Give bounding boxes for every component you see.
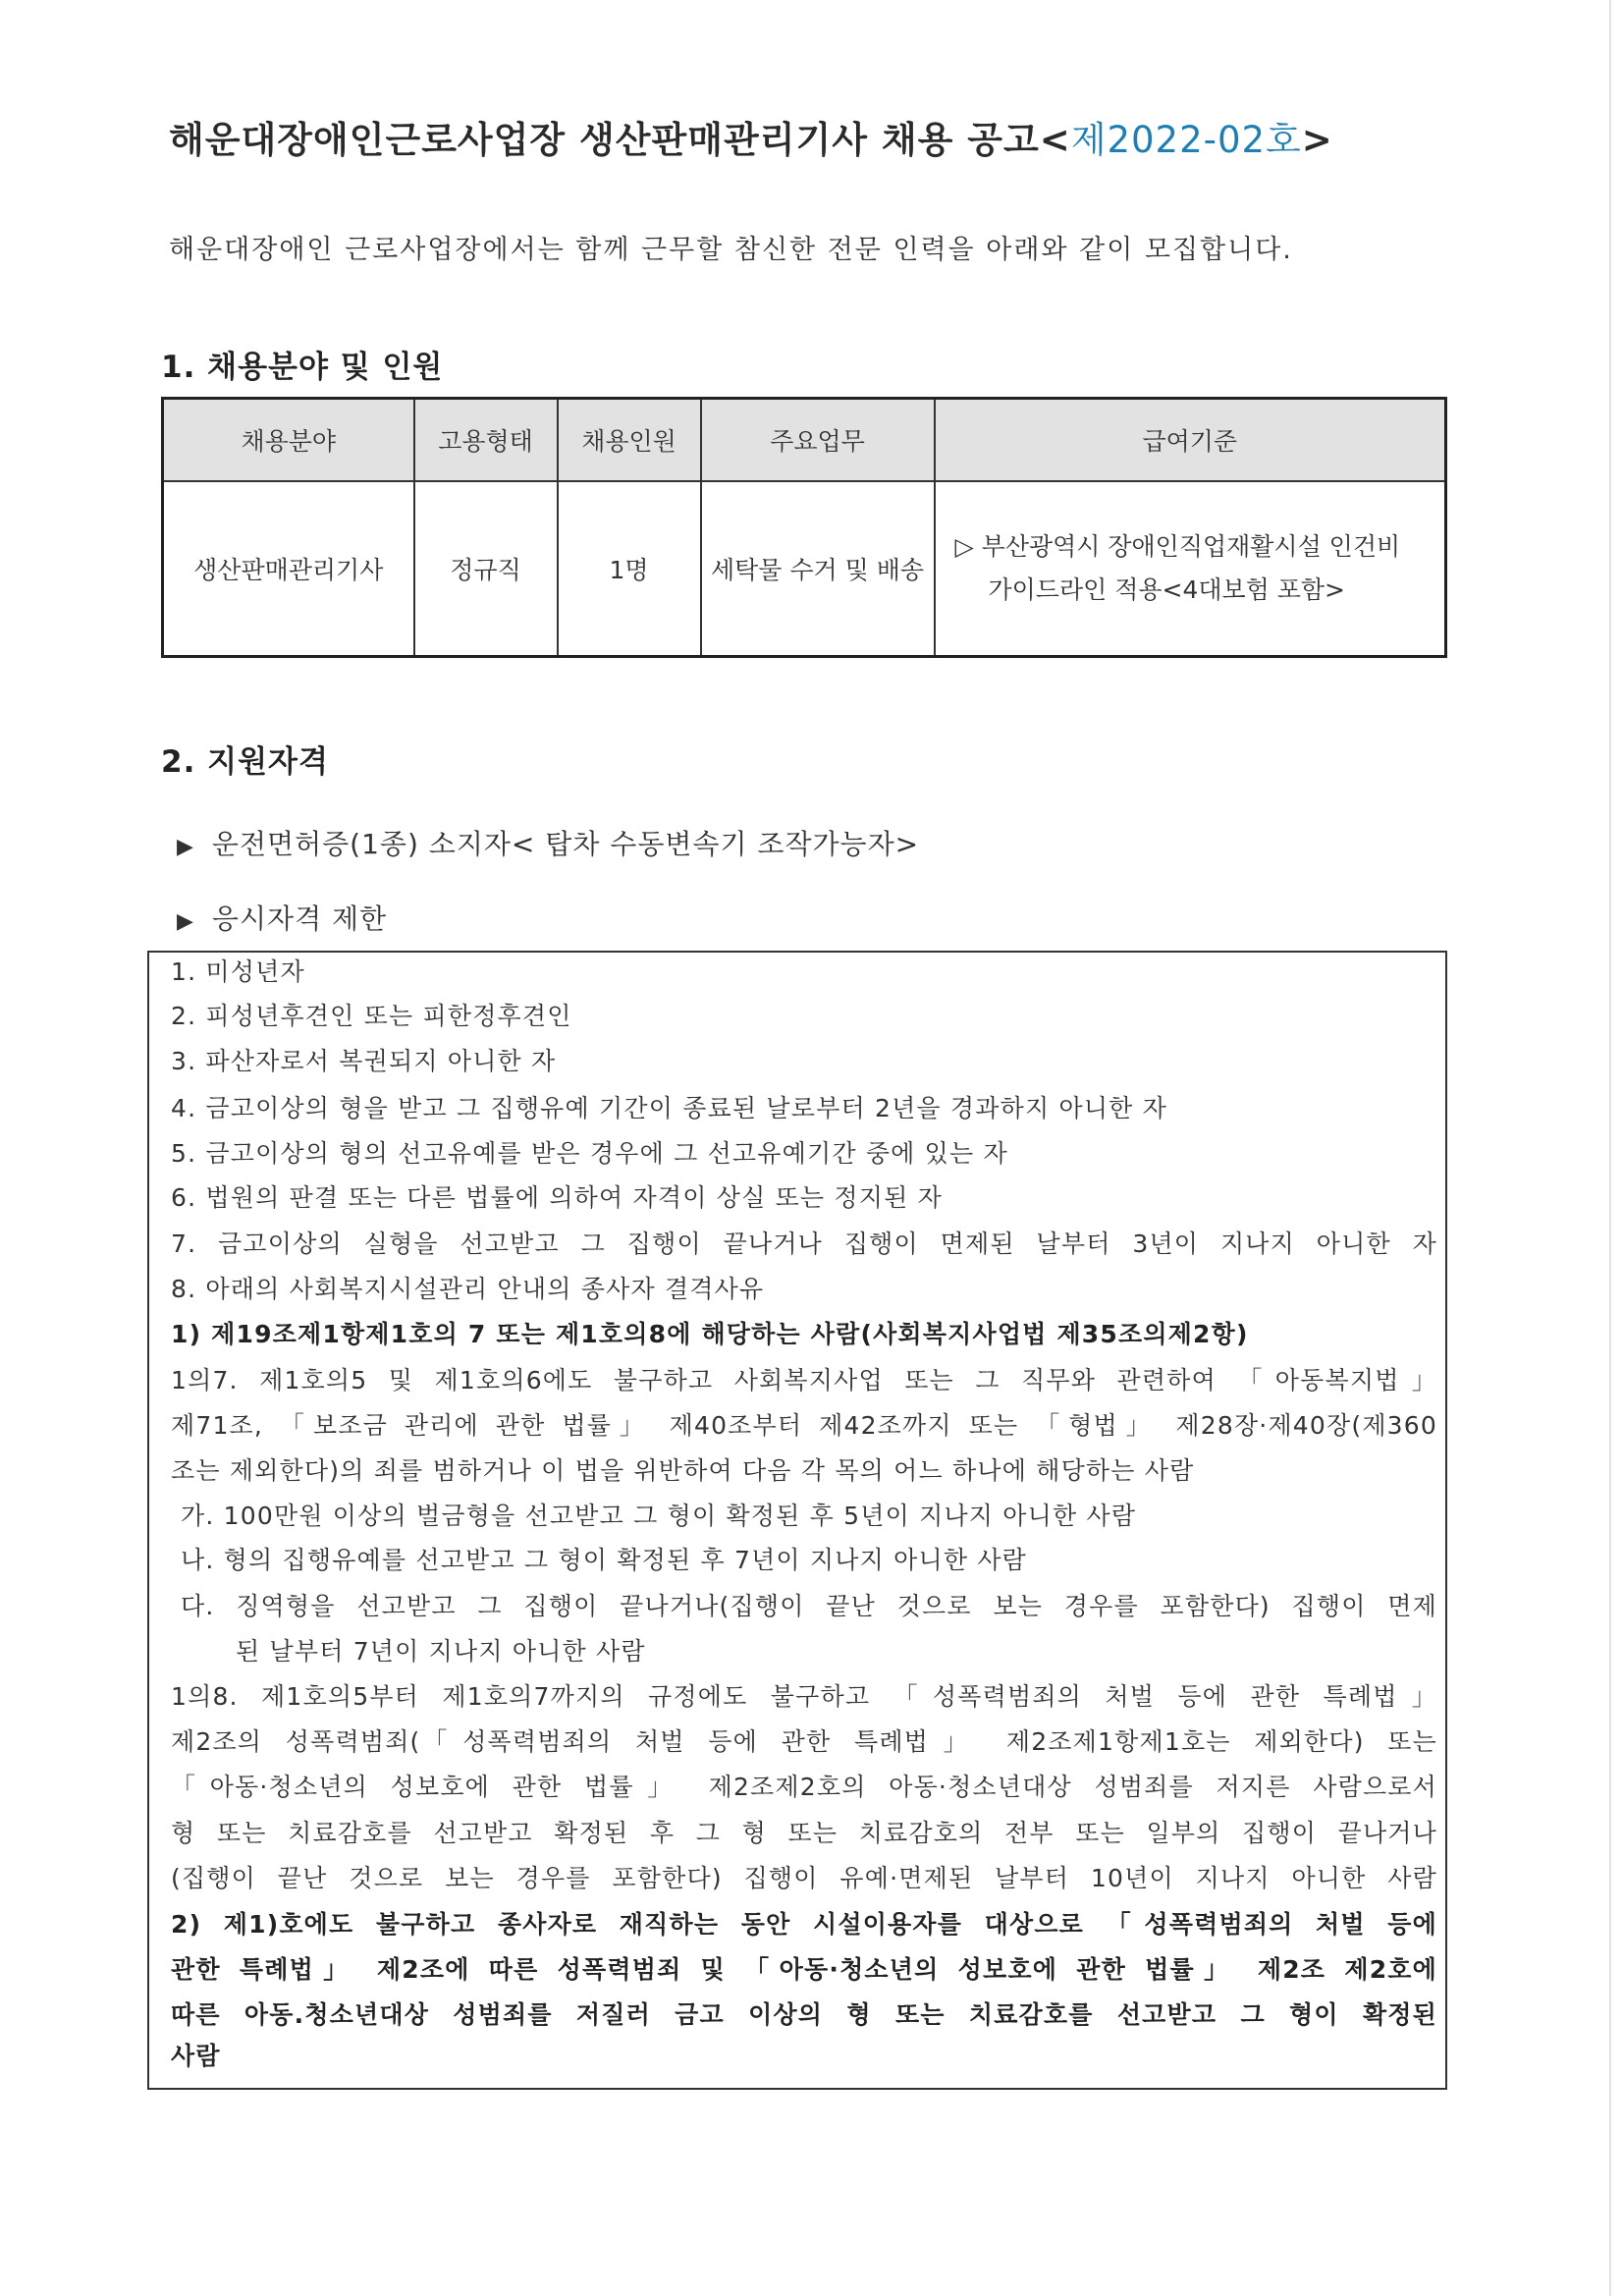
restriction-line: 7. 금고이상의 실형을 선고받고 그 집행이 끝나거나 집행이 면제된 날부터 3년이 지나지 아니한 자: [171, 1230, 1437, 1258]
restriction-line: 제71조, 「보조금 관리에 관한 법률」 제40조부터 제42조까지 또는 「형법」 제28장·제40장(제360: [171, 1411, 1437, 1440]
bullet-license: [177, 823, 919, 862]
cell-field: 생산판매관리기사: [163, 481, 414, 657]
restriction-line: 2. 피성년후견인 또는 피한정후견인: [171, 1002, 572, 1030]
bullet-restriction-text: 응시자격 제한: [211, 902, 388, 935]
restriction-line: 조는 제외한다)의 죄를 범하거나 이 법을 위반하여 다음 각 목의 어느 하나에 해당하는 사람: [171, 1456, 1195, 1485]
header-pay: 급여기준: [935, 399, 1446, 482]
header-duty: 주요업무: [701, 399, 935, 482]
bullet-restriction: [177, 898, 387, 937]
title-close: >: [1301, 119, 1333, 161]
cell-type: 정규직: [414, 481, 558, 657]
restriction-line: 「아동·청소년의 성보호에 관한 법률」 제2조제2호의 아동·청소년대상 성범죄를 저지른 사람으로서: [171, 1773, 1437, 1801]
restriction-line: 다. 징역형을 선고받고 그 집행이 끝나거나(집행이 끝난 것으로 보는 경우를 포함한다) 집행이 면제: [181, 1592, 1437, 1620]
page-title: [169, 110, 1485, 163]
cell-count: 1명: [558, 481, 701, 657]
cell-duty: 세탁물 수거 및 배송: [701, 481, 935, 657]
restriction-line: 제2조의 성폭력범죄(「성폭력범죄의 처벌 등에 관한 특례법」 제2조제1항제1호는 제외한다) 또는: [171, 1727, 1437, 1756]
restriction-line-bold: 따른 아동.청소년대상 성범죄를 저질러 금고 이상의 형 또는 치료감호를 선고받고 그 형이 확정된: [171, 2000, 1437, 2029]
section1-heading: 1. 채용분야 및 인원: [161, 350, 444, 385]
restriction-line-bold: 관한 특례법」 제2조에 따른 성폭력범죄 및 「아동·청소년의 성보호에 관한 법률」 제2조 제2호에: [171, 1955, 1437, 1984]
restriction-line: 형 또는 치료감호를 선고받고 확정된 후 그 형 또는 치료감호의 전부 또는 일부의 집행이 끝나거나: [171, 1819, 1437, 1847]
table-row: [163, 481, 1446, 657]
restriction-line: 된 날부터 7년이 지나지 아니한 사람: [236, 1637, 646, 1666]
section2-heading: 2. 지원자격: [161, 744, 329, 780]
restriction-line: 1의7. 제1호의5 및 제1호의6에도 불구하고 사회복지사업 또는 그 직무와 관련하여 「아동복지법」: [171, 1366, 1437, 1394]
header-type: 고용형태: [414, 399, 558, 482]
table-header-row: [163, 399, 1446, 482]
restriction-line-bold: 사람: [171, 2042, 221, 2070]
title-number: 제2022-02호: [1070, 119, 1302, 161]
bullet-triangle-icon: ▶: [177, 835, 194, 859]
bullet-triangle-icon: ▶: [177, 909, 194, 934]
restriction-line: 5. 금고이상의 형의 선고유예를 받은 경우에 그 선고유예기간 중에 있는 자: [171, 1139, 1008, 1168]
intro-text: 해운대장애인 근로사업장에서는 함께 근무할 참신한 전문 인력을 아래와 같이 모집합니다.: [169, 235, 1293, 265]
pay-line2: 가이드라인 적용<4대보험 포함>: [988, 575, 1345, 604]
restriction-line-bold: 1) 제19조제1항제1호의 7 또는 제1호의8에 해당하는 사람(사회복지사업법 제35조의제2항): [171, 1320, 1249, 1348]
recruit-table: [161, 397, 1447, 658]
restriction-line: 6. 법원의 판결 또는 다른 법률에 의하여 자격이 상실 또는 정지된 자: [171, 1183, 943, 1212]
restriction-line: 나. 형의 집행유예를 선고받고 그 형이 확정된 후 7년이 지나지 아니한 사람: [181, 1546, 1028, 1574]
page-edge: [1609, 0, 1611, 2296]
restriction-line: 1. 미성년자: [171, 957, 305, 986]
restriction-line: 4. 금고이상의 형을 받고 그 집행유예 기간이 종료된 날로부터 2년을 경과하지 아니한 자: [171, 1094, 1168, 1122]
restriction-line: 3. 파산자로서 복권되지 아니한 자: [171, 1047, 557, 1075]
header-count: 채용인원: [558, 399, 701, 482]
restriction-line: 8. 아래의 사회복지시설관리 안내의 종사자 결격사유: [171, 1275, 765, 1303]
cell-pay: [935, 481, 1446, 657]
header-field: 채용분야: [163, 399, 414, 482]
bullet-license-text: 운전면허증(1종) 소지자< 탑차 수동변속기 조작가능자>: [211, 828, 920, 860]
restriction-line: 1의8. 제1호의5부터 제1호의7까지의 규정에도 불구하고 「성폭력범죄의 처벌 등에 관한 특례법」: [171, 1682, 1437, 1711]
restriction-line-bold: 2) 제1)호에도 불구하고 종사자로 재직하는 동안 시설이용자를 대상으로 「성폭력범죄의 처벌 등에: [171, 1910, 1437, 1939]
pay-line1: ▷ 부산광역시 장애인직업재활시설 인건비: [954, 532, 1401, 561]
restriction-line: (집행이 끝난 것으로 보는 경우를 포함한다) 집행이 유예·면제된 날부터 10년이 지나지 아니한 사람: [171, 1864, 1437, 1892]
title-main: 해운대장애인근로사업장 생산판매관리기사 채용 공고<: [169, 119, 1071, 161]
restriction-line: 가. 100만원 이상의 벌금형을 선고받고 그 형이 확정된 후 5년이 지나지 아니한 사람: [181, 1502, 1137, 1530]
